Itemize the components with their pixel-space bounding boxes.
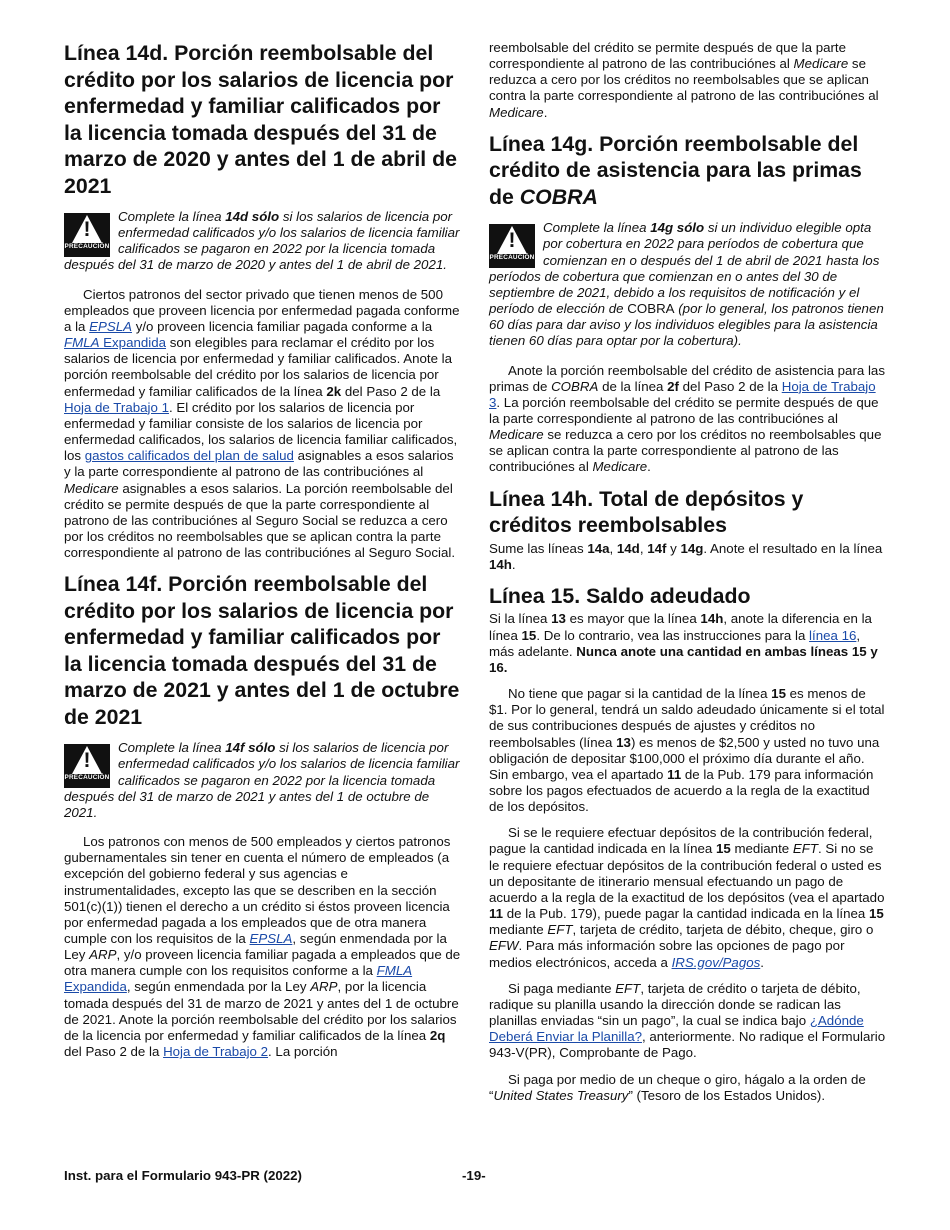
paragraph-14h: Sume las líneas 14a, 14d, 14f y 14g. Anote el resultado en la línea 14h.	[489, 540, 883, 572]
link-adonde-enviar[interactable]: ¿Adónde Deberá Enviar la Planilla?	[489, 1013, 864, 1045]
link-fmla-expandida[interactable]: FMLA Expandida	[64, 335, 167, 351]
footer-form-title: Inst. para el Formulario 943-PR (2022)	[64, 1168, 302, 1183]
page-footer	[64, 1168, 886, 1186]
caution-icon: ! PRECAUCIÓN	[64, 744, 110, 788]
right-column	[489, 40, 886, 1114]
left-column	[64, 40, 461, 1070]
link-hoja-trabajo-2[interactable]: Hoja de Trabajo 2	[163, 1044, 269, 1060]
link-linea-16[interactable]: línea 16	[809, 627, 857, 643]
paragraph-15-eft: Si paga mediante EFT, tarjeta de crédito o tarjeta de débito, radique su planilla usando la dirección donde se radican las planillas enviadas “sin un pago”, la cual se indica bajo ¿Adónde Deberá Enviar la Planilla?, anteriormente. No radique el Formulario 943-V(PR), Comprobante de Pago.	[489, 980, 886, 1061]
caution-text: Complete la línea 14g sólo si un individuo elegible opta por cobertura en 2022 para períodos de cobertura que comienzan en o después del 1 de abril de 2021 hasta los períodos de cobertura que comienzan en o antes del 30 de septiembre de 2021, debido a los requisitos de notificación y el período de elección de COBRA (por lo general, los patronos tienen 60 días para dar aviso y los individuos elegibles para la asistencia tienen 60 días para optar por la cobertura).	[489, 220, 884, 349]
caution-label: PRECAUCIÓN	[489, 254, 535, 262]
paragraph-14d: Ciertos patronos del sector privado que tienen menos de 500 empleados que proveen licencia por enfermedad pagada conforme a la EPSLA y/o proveen licencia familiar pagada conforme a la FMLA Expandida son elegibles para reclamar el crédito por los salarios de licencia por enfermedad y familiar calificados. Anote la porción reembolsable del crédito por los salarios de licencia por enfermedad y familiar calificados de la línea 2k del Paso 2 de la Hoja de Trabajo 1. El crédito por los salarios de licencia por enfermedad y familiar consiste de los salarios de licencia por enfermedad calificados, los salarios de licencia familiar calificados, los gastos calificados del plan de salud asignables a esos salarios y la parte correspondiente al patrono de las contribuciónes al Medicare asignables a esos salarios. La porción reembolsable del crédito se permite después de que la parte correspondiente al patrono de las contribuciónes al Seguro Social se reduzca a cero por los créditos no reembolsables que se aplican contra la parte correspondiente al patrono de las contribuciónes al Seguro Social.	[64, 286, 460, 561]
paragraph-15-deposits: Si se le requiere efectuar depósitos de la contribución federal, pague la cantidad indicada en la línea 15 mediante EFT. Si no se le requiere efectuar depósitos de la contribución federal o usted es un depositante de itinerario mensual efectuando un pago de acuerdo a la regla de la exactitud de los depósitos (vea el apartado 11 de la Pub. 179), puede pagar la cantidad indicada en la línea 15 mediante EFT, tarjeta de crédito, tarjeta de débito, cheque, giro o EFW. Para más información sobre las opciones de pago por medios electrónicos, acceda a IRS.gov/Pagos.	[489, 825, 885, 970]
heading-line-14d: Línea 14d. Porción reembolsable del crédito por los salarios de licencia por enfermedad y familiar calificados por la licencia tomada después del 31 de marzo de 2020 y antes del 1 de abril de 2021	[64, 41, 457, 198]
link-epsla[interactable]: EPSLA	[249, 931, 293, 946]
caution-14d	[64, 209, 461, 274]
paragraph-15-minimum: No tiene que pagar si la cantidad de la línea 15 es menos de $1. Por lo general, tendrá un saldo adeudado únicamente si el total de sus contribuciones después de ajustes y créditos no reembolsables (línea 13) es menos de $2,500 y usted no tuvo una obligación de depositar $100,000 el próximo día durante el año. Sin embargo, vea el apartado 11 de la Pub. 179 para información sobre los pagos efectuados de acuerdo a la regla de la exactitud de los depósitos.	[489, 686, 885, 815]
paragraph-14f: Los patronos con menos de 500 empleados y ciertos patronos gubernamentales sin tener en cuenta el número de empleados (a excepción del gobierno federal y sus agencias e instrumentalidades, excepto las que se describen en la sección 501(c)(1)) tienen el derecho a un crédito si éstos proveen licencia por enfermedad pagada a los empleados que de otra manera cumple con los requisitos de la EPSLA, según enmendada por la Ley ARP, y/o proveen licencia familiar pagada a empleados que de otra manera cumple con los requisitos conforme a la FMLA Expandida, según enmendada por la Ley ARP, por la licencia tomada después del 31 de marzo de 2021 y antes del 1 de octubre de 2021. Anote la porción reembolsable del crédito por los salarios de la licencia por enfermedad y familiar calificados de la línea 2q del Paso 2 de la Hoja de Trabajo 2. La porción	[64, 834, 461, 1060]
link-hoja-trabajo-1[interactable]: Hoja de Trabajo 1	[64, 399, 169, 415]
link-fmla-expandida[interactable]: FMLA Expandida	[64, 963, 413, 995]
heading-line-14f: Línea 14f. Porción reembolsable del crédito por los salarios de licencia por enfermedad y familiar calificados por la licencia tomada después del 31 de marzo de 2021 y antes del 1 de octubre de 2021	[64, 572, 460, 729]
caution-14g	[489, 220, 886, 349]
caution-label: PRECAUCIÓN	[64, 774, 110, 782]
caution-14f	[64, 740, 461, 821]
link-hoja-trabajo-3[interactable]: Hoja de Trabajo 3	[489, 378, 876, 410]
caution-icon: ! PRECAUCIÓN	[64, 213, 110, 257]
caution-text: Complete la línea 14d sólo si los salarios de licencia por enfermedad calificados y/o los salarios de licencia familiar calificados se pagaron en 2022 por la licencia tomada después del 31 de marzo de 2020 y antes del 1 de abril de 2021.	[64, 209, 460, 273]
paragraph-15-check: Si paga por medio de un cheque o giro, hágalo a la orden de “United States Treasury” (Tesoro de los Estados Unidos).	[489, 1071, 866, 1103]
caution-icon: ! PRECAUCIÓN	[489, 224, 535, 268]
link-epsla[interactable]: EPSLA	[89, 318, 133, 334]
heading-line-14g: Línea 14g. Porción reembolsable del crédito de asistencia para las primas de COBRA	[489, 131, 862, 209]
caution-label: PRECAUCIÓN	[64, 242, 110, 250]
heading-line-15: Línea 15. Saldo adeudado	[489, 583, 751, 608]
link-irs-pagos[interactable]: IRS.gov/Pagos	[671, 954, 761, 970]
caution-text: Complete la línea 14f sólo si los salarios de licencia por enfermedad calificados y/o los salarios de licencia familiar calificados se pagaron en 2022 por la licencia tomada después del 31 de marzo de 2021 y antes del 1 de octubre de 2021.	[64, 740, 460, 820]
heading-line-14h: Línea 14h. Total de depósitos y créditos reembolsables	[489, 486, 804, 538]
page-number: -19-	[462, 1168, 486, 1183]
link-gastos-plan-salud[interactable]: gastos calificados del plan de salud	[84, 448, 294, 464]
paragraph-15-intro: Si la línea 13 es mayor que la línea 14h, anote la diferencia en la línea 15. De lo contrario, vea las instrucciones para la línea 16, más adelante. Nunca anote una cantidad en ambas líneas 15 y 16.	[489, 611, 878, 675]
paragraph-14f-continued: reembolsable del crédito se permite después de que la parte correspondiente al patrono de las contribuciónes al Medicare se reduzca a cero por los créditos no reembolsables que se aplican contra la parte correspondiente al patrono de las contribuciónes al Medicare.	[489, 40, 879, 120]
paragraph-14g: Anote la porción reembolsable del crédito de asistencia para las primas de COBRA de la línea 2f del Paso 2 de la Hoja de Trabajo 3. La porción reembolsable del crédito se permite después de que la parte correspondiente al patrono de las contribuciónes al Medicare se reduzca a cero por los créditos no reembolsables que se aplican contra la parte correspondiente al patrono de las contribuciónes al Medicare.	[489, 362, 885, 475]
